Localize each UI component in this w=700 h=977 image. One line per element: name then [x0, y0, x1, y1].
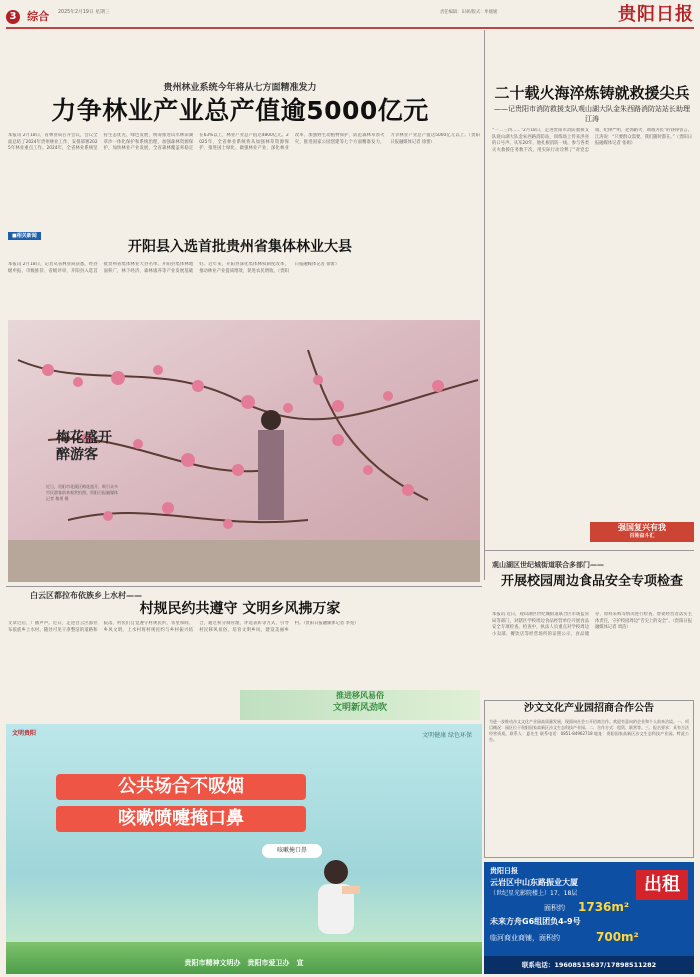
rental-ad [484, 862, 694, 974]
section-name: 综合 [27, 9, 50, 23]
psa-footer: 贵阳市精神文明办 贵阳市爱卫办 宣 [184, 959, 304, 967]
flower-caption-big: 梅花盛开 醉游客 [56, 430, 112, 463]
psa-left-logo: 文明贵阳 [12, 730, 37, 737]
ad-line-3: 未来方舟G6组团负4-9号 [490, 917, 581, 926]
village-kicker: 白云区都拉布依族乡上水村—— [30, 591, 142, 600]
psa-poster [6, 724, 482, 974]
psa-bubble: 咳嗽掩口鼻 [262, 844, 322, 858]
ad-brand: 贵阳日报 [490, 866, 518, 875]
page-badge [6, 6, 50, 22]
editors-line: 责任编辑：田翠/版式：牟媛媛 [440, 10, 498, 15]
psa-title-1: 公共场合不吸烟 [56, 774, 306, 800]
rescue-column-badge: 强国复兴有我 百姓奋斗汇 [590, 522, 694, 542]
ad-area-1: 1736m² [578, 900, 630, 914]
rescue-body: “一二三四……”2月18日，走进贵阳市消防救援支队观山湖大队金朱西路消防站，训练场上传来洪亮的口号声。从军20年，他扎根消防一线，参与各类灭火救援任务数千次，用实际行动诠释了“对党忠诚、纪律严明、赴汤蹈火、竭诚为民”的铮铮誓言。江涛说：“只要群众需要，我们随时都在。”（贵阳日报融媒体记者 张娟） [492, 128, 692, 153]
notice-box [484, 700, 694, 858]
psa-right-tag: 文明健康 绿色环保 [422, 732, 472, 739]
ad-line-4: 临河商业商铺，面积约 [490, 934, 560, 942]
lead-kicker: 贵州林业系统今年将从七方面精准发力 [163, 83, 317, 93]
ad-contact: 联系电话：19608515637/17898511282 [484, 956, 694, 974]
village-top-rule [6, 586, 482, 587]
rescue-title: 二十载火海淬炼铸就救援尖兵 [494, 84, 690, 102]
issue-date: 2025年2月19日 星期三 [58, 10, 110, 15]
flower-caption: 近日，贵阳市花溪区梅花盛开，吸引众多市民游客前来观赏拍照。贵阳日报融媒体记者 黎勇 摄 [46, 484, 118, 501]
notice-title: 沙文文化产业园招商合作公告 [524, 703, 654, 714]
section-divider [484, 550, 694, 551]
rescue-subtitle: ——记贵阳市消防救援支队观山湖大队金朱西路消防站站长助理江涛 [494, 105, 690, 123]
village-body: 文章过后，广播声声。近日，走进白云区都拉布依族乡上水村，随处可见干净整洁的道路和院落，村民们自觉遵守村规民约，邻里和睦、乡风文明。上水村将村规民约与乡村振兴结合，通过积分制管理、评选表彰等方式，引导村民移风易俗，培育文明乡风，建设美丽乡村。（贵阳日报融媒体记者 李苑） [8, 621, 359, 633]
food-kicker: 观山湖区世纪城街道联合多部门—— [492, 561, 604, 569]
village-banner: 推进移风易俗 文明新风劲吹 [240, 690, 480, 720]
food-body: 本报讯 近日，观山湖区世纪城街道联合区市场监管局等部门，对辖区学校周边食品经营单位开展食品安全专项检查。检查中，执法人员重点对学校周边小卖部、餐饮店等经营场所的证照公示、食品储存、原料采购等情况进行检查，督促经营者落实主体责任，守护校园周边“舌尖上的安全”。（贵阳日报融媒体记者 周洁） [492, 612, 692, 637]
ad-rent-badge: 出租 [636, 870, 688, 900]
header-rule [6, 27, 694, 29]
ad-line-2: （世纪星光影院楼上）17、18层 [490, 890, 578, 897]
newspaper-logo: 贵阳日报 [618, 4, 694, 25]
lead-body: 本报讯 2月18日，省林业局召开会议，会议全面总结了2024年贵州林业工作，安排部署2025年林业重点工作。2024年，全省林业系统坚持生态优先、绿色发展，统筹推进山水林田湖草沙一体化保护和系统治理，加强森林资源保护，加快林业产业发展，全省森林覆盖率稳定在63%以上，林业产业总产值达4800亿元。2025年，全省林业系统将从加强林草资源保护、推进国土绿化、做强林业产业、深化林业改革、加强野生动植物保护、防范森林草原火灾、推进国家公园创建等七个方面精准发力，力争林业产业总产值达5000亿元以上。（贵阳日报融媒体记者 徐蕾） [8, 133, 480, 152]
related-title: 开阳县入选首批贵州省集体林业大县 [128, 239, 352, 255]
ad-area-2: 700m² [596, 930, 639, 944]
ad-line-1: 云岩区中山东路振业大厦 [490, 878, 578, 887]
food-title: 开展校园周边食品安全专项检查 [500, 574, 683, 589]
person-illustration [296, 854, 376, 944]
related-label: ■相关新闻 [8, 222, 41, 241]
psa-title-2: 咳嗽喷嚏掩口鼻 [56, 806, 306, 832]
notice-body: 为进一步推动沙文文化产业园高质量发展，现面向社会公开招商合作。欢迎有意向的企业和个人前来洽谈。一、项目概况：园区位于贵阳国家高新区沙文生态科技产业园。二、合作方式：租赁、联营等。三、报名要求：具有合法经营资质。联系人：夏先生 联系电话：0851-84962718 地址：贵阳国家高新区沙文生态科技产业园。特此公告。 [489, 719, 689, 742]
page-number: 3 [6, 10, 20, 24]
village-title: 村规民约共遵守 文明乡风拂万家 [139, 601, 341, 617]
ad-area-label-1: 面积约 [544, 904, 565, 912]
lead-title: 力争林业产业总产值逾5000亿元 [51, 96, 429, 125]
related-body: 本报讯 2月18日，记者从省林业局获悉，经县级申报、市级推荐、省级评审，开阳县入选首批贵州省集体林业大县名单。开阳县集体林地面积广，林下经济、森林康养等产业发展基础好。近年来，开阳县深化集体林权制度改革，推动林业产业提质增效，促进农民增收。（贵阳日报融媒体记者 徐蕾） [8, 262, 340, 274]
column-divider [484, 30, 485, 580]
